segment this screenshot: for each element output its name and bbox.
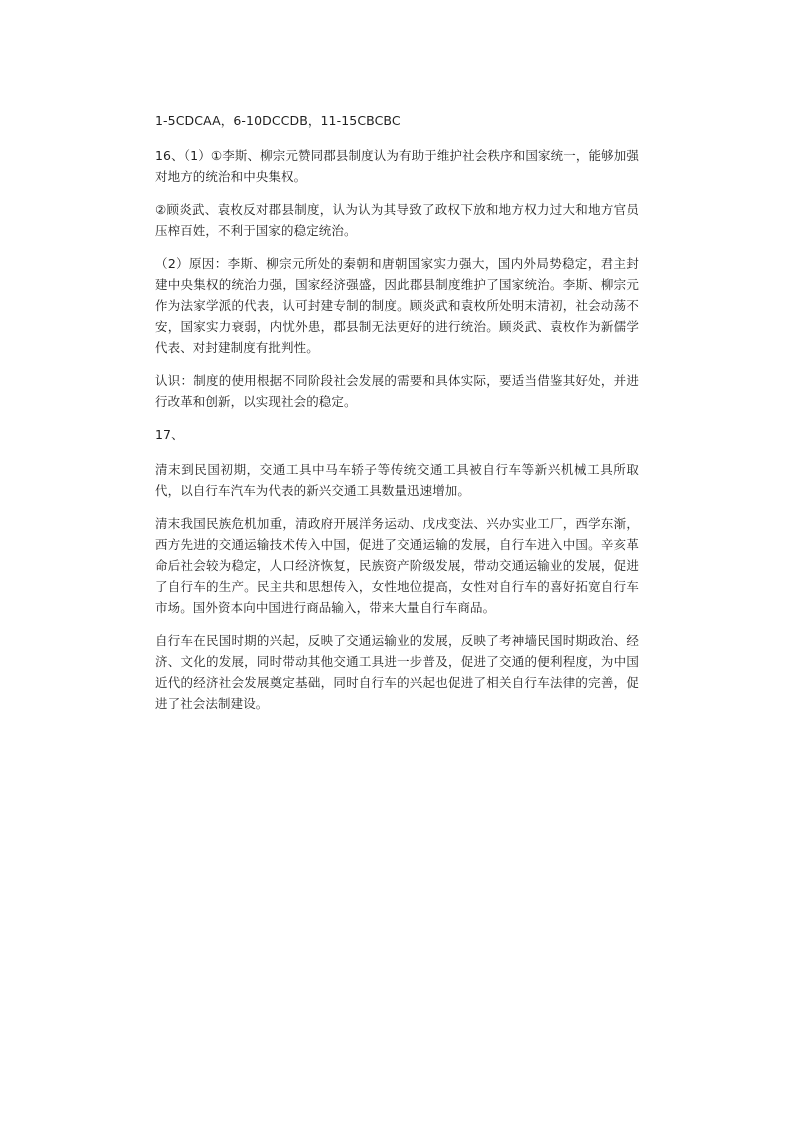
mcq-answers: 1-5CDCAA，6-10DCCDB，11-15CBCBC [155, 113, 401, 128]
q16-part2-reasons: （2）原因：李斯、柳宗元所处的秦朝和唐朝国家实力强大，国内外局势稳定，君主封建中央集权的统治力强，国家经济强盛，因此郡县制度维护了国家统治。李斯、柳宗元作为法家学派的代表，认可封建专制的制度。顾炎武和袁枚所处明末清初，社会动荡不安，国家实力衰弱，内忧外患，郡县制无法更好的进行统治。顾炎武、袁枚作为新儒学代表、对封建制度有批判性。 [155, 256, 639, 355]
q17-paragraph-change: 清末到民国初期，交通工具中马车轿子等传统交通工具被自行车等新兴机械工具所取代，以自行车汽车为代表的新兴交通工具数量迅速增加。 [155, 462, 639, 498]
q16-part1-point2: ②顾炎武、袁枚反对郡县制度，认为认为其导致了政权下放和地方权力过大和地方官员压榨百姓，不利于国家的稳定统治。 [155, 202, 639, 238]
q17-label: 17、 [155, 427, 184, 442]
q16-understanding: 认识：制度的使用根据不同阶段社会发展的需要和具体实际，要适当借鉴其好处，并进行改革和创新，以实现社会的稳定。 [155, 373, 639, 409]
answer-document [155, 110, 639, 714]
q17-paragraph-reasons: 清末我国民族危机加重，清政府开展洋务运动、戊戌变法、兴办实业工厂，西学东渐，西方先进的交通运输技术传入中国，促进了交通运输的发展，自行车进入中国。辛亥革命后社会较为稳定，人口经济恢复，民族资产阶级发展，带动交通运输业的发展，促进了自行车的生产。民主共和思想传入，女性地位提高，女性对自行车的喜好拓宽自行车市场。国外资本向中国进行商品输入，带来大量自行车商品。 [155, 516, 639, 615]
q17-paragraph-impact: 自行车在民国时期的兴起，反映了交通运输业的发展，反映了考神墙民国时期政治、经济、文化的发展，同时带动其他交通工具进一步普及，促进了交通的便利程度，为中国近代的经济社会发展奠定基础，同时自行车的兴起也促进了相关自行车法律的完善，促进了社会法制建设。 [155, 633, 639, 711]
q16-part1-point1: 16、（1）①李斯、柳宗元赞同郡县制度认为有助于维护社会秩序和国家统一，能够加强对地方的统治和中央集权。 [155, 148, 639, 184]
